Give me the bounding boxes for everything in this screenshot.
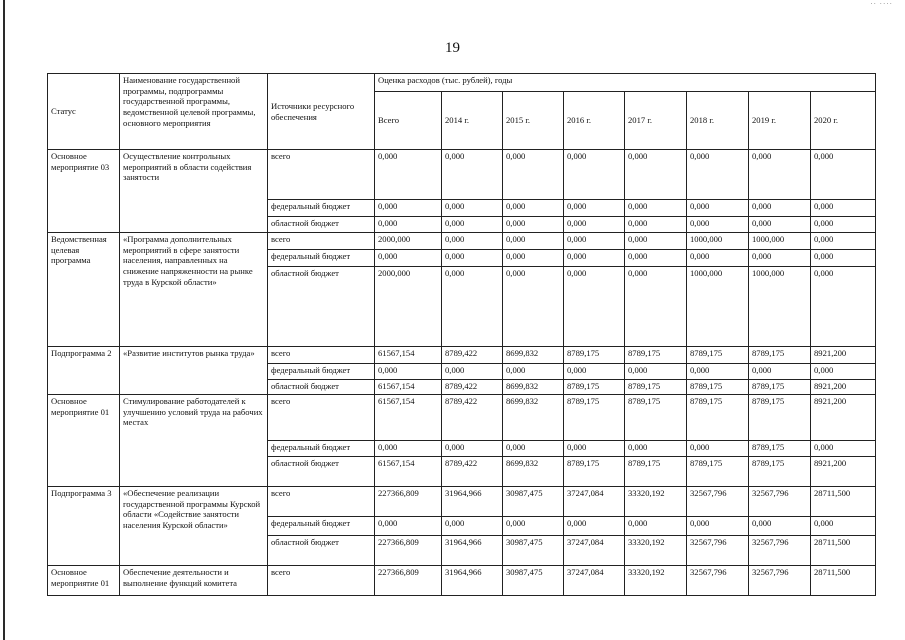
value-cell: 8789,175 xyxy=(749,347,811,364)
value-cell: 0,000 xyxy=(687,217,749,233)
page-number: 19 xyxy=(445,40,460,56)
value-cell: 8789,175 xyxy=(749,457,811,487)
value-cell: 8789,175 xyxy=(687,457,749,487)
value-cell: 0,000 xyxy=(625,267,687,347)
value-cell: 0,000 xyxy=(503,233,564,250)
header-year: 2019 г. xyxy=(749,92,811,150)
name-cell: Стимулирование работодателей к улучшению условий труда на рабочих местах xyxy=(120,395,268,487)
value-cell: 0,000 xyxy=(564,200,625,217)
status-cell: Подпрограмма 2 xyxy=(48,347,120,395)
table-header xyxy=(48,74,876,150)
value-cell: 0,000 xyxy=(503,217,564,233)
value-cell: 0,000 xyxy=(811,150,876,200)
value-cell: 61567,154 xyxy=(375,347,442,364)
value-cell: 0,000 xyxy=(811,200,876,217)
value-cell: 37247,084 xyxy=(564,487,625,517)
value-cell: 227366,809 xyxy=(375,536,442,566)
value-cell: 0,000 xyxy=(625,364,687,380)
value-cell: 8789,175 xyxy=(564,457,625,487)
value-cell: 8789,175 xyxy=(749,380,811,395)
value-cell: 8789,175 xyxy=(687,380,749,395)
value-cell: 0,000 xyxy=(564,441,625,457)
value-cell: 28711,500 xyxy=(811,566,876,596)
value-cell: 0,000 xyxy=(375,217,442,233)
value-cell: 0,000 xyxy=(625,250,687,267)
value-cell: 8789,175 xyxy=(749,395,811,441)
value-cell: 0,000 xyxy=(625,200,687,217)
table-row xyxy=(48,487,876,517)
value-cell: 2000,000 xyxy=(375,233,442,250)
value-cell: 0,000 xyxy=(749,517,811,536)
value-cell: 8789,422 xyxy=(442,457,503,487)
value-cell: 0,000 xyxy=(564,217,625,233)
name-cell: «Обеспечение реализации государственной программы Курской области «Содействие занятости населения Курской области» xyxy=(120,487,268,566)
source-cell: областной бюджет xyxy=(268,536,375,566)
value-cell: 32567,796 xyxy=(687,487,749,517)
value-cell: 8699,832 xyxy=(503,395,564,441)
value-cell: 61567,154 xyxy=(375,380,442,395)
value-cell: 0,000 xyxy=(503,250,564,267)
value-cell: 32567,796 xyxy=(687,536,749,566)
value-cell: 0,000 xyxy=(503,441,564,457)
value-cell: 0,000 xyxy=(564,364,625,380)
value-cell: 0,000 xyxy=(442,517,503,536)
value-cell: 0,000 xyxy=(375,150,442,200)
value-cell: 0,000 xyxy=(625,517,687,536)
value-cell: 0,000 xyxy=(503,364,564,380)
value-cell: 0,000 xyxy=(442,267,503,347)
status-cell: Ведомственная целевая программа xyxy=(48,233,120,347)
value-cell: 0,000 xyxy=(442,200,503,217)
value-cell: 30987,475 xyxy=(503,487,564,517)
status-cell: Основное мероприятие 01 xyxy=(48,566,120,596)
value-cell: 0,000 xyxy=(687,150,749,200)
value-cell: 0,000 xyxy=(749,250,811,267)
header-status: Статус xyxy=(48,74,120,150)
value-cell: 8789,422 xyxy=(442,380,503,395)
value-cell: 0,000 xyxy=(442,233,503,250)
header-year: 2017 г. xyxy=(625,92,687,150)
value-cell: 28711,500 xyxy=(811,487,876,517)
value-cell: 30987,475 xyxy=(503,536,564,566)
value-cell: 61567,154 xyxy=(375,457,442,487)
value-cell: 0,000 xyxy=(811,267,876,347)
value-cell: 0,000 xyxy=(687,517,749,536)
table-body xyxy=(48,150,876,596)
table-row xyxy=(48,566,876,596)
value-cell: 8921,200 xyxy=(811,347,876,364)
name-cell: «Программа дополнительных мероприятий в сфере занятости населения, направленных на снижение напряженности на рынке труда в Курской области» xyxy=(120,233,268,347)
source-cell: федеральный бюджет xyxy=(268,517,375,536)
source-cell: всего xyxy=(268,150,375,200)
value-cell: 31964,966 xyxy=(442,536,503,566)
value-cell: 8699,832 xyxy=(503,347,564,364)
header-source: Источники ресурсного обеспечения xyxy=(268,74,375,150)
value-cell: 8789,175 xyxy=(564,347,625,364)
value-cell: 0,000 xyxy=(564,233,625,250)
source-cell: областной бюджет xyxy=(268,217,375,233)
header-year: 2020 г. xyxy=(811,92,876,150)
value-cell: 0,000 xyxy=(442,441,503,457)
value-cell: 0,000 xyxy=(503,150,564,200)
value-cell: 0,000 xyxy=(564,250,625,267)
value-cell: 33320,192 xyxy=(625,487,687,517)
table-row xyxy=(48,347,876,364)
value-cell: 0,000 xyxy=(564,267,625,347)
value-cell: 8921,200 xyxy=(811,395,876,441)
value-cell: 37247,084 xyxy=(564,566,625,596)
value-cell: 8921,200 xyxy=(811,457,876,487)
value-cell: 0,000 xyxy=(811,364,876,380)
value-cell: 0,000 xyxy=(375,200,442,217)
value-cell: 227366,809 xyxy=(375,487,442,517)
source-cell: всего xyxy=(268,566,375,596)
source-cell: федеральный бюджет xyxy=(268,441,375,457)
source-cell: федеральный бюджет xyxy=(268,200,375,217)
value-cell: 33320,192 xyxy=(625,566,687,596)
value-cell: 0,000 xyxy=(687,364,749,380)
status-cell: Основное мероприятие 01 xyxy=(48,395,120,487)
value-cell: 1000,000 xyxy=(749,267,811,347)
table-row xyxy=(48,395,876,441)
value-cell: 0,000 xyxy=(442,364,503,380)
name-cell: Осуществление контрольных мероприятий в области содействия занятости xyxy=(120,150,268,233)
value-cell: 8921,200 xyxy=(811,380,876,395)
value-cell: 8789,175 xyxy=(625,380,687,395)
value-cell: 0,000 xyxy=(811,217,876,233)
value-cell: 0,000 xyxy=(625,441,687,457)
value-cell: 8789,175 xyxy=(564,395,625,441)
value-cell: 0,000 xyxy=(442,150,503,200)
budget-table xyxy=(47,73,876,596)
value-cell: 0,000 xyxy=(625,217,687,233)
value-cell: 0,000 xyxy=(375,250,442,267)
value-cell: 31964,966 xyxy=(442,487,503,517)
value-cell: 8789,175 xyxy=(687,347,749,364)
value-cell: 28711,500 xyxy=(811,536,876,566)
value-cell: 0,000 xyxy=(503,517,564,536)
value-cell: 8789,175 xyxy=(687,395,749,441)
value-cell: 0,000 xyxy=(811,233,876,250)
value-cell: 8699,832 xyxy=(503,380,564,395)
value-cell: 32567,796 xyxy=(749,566,811,596)
value-cell: 0,000 xyxy=(625,150,687,200)
value-cell: 31964,966 xyxy=(442,566,503,596)
value-cell: 1000,000 xyxy=(687,233,749,250)
value-cell: 0,000 xyxy=(503,200,564,217)
source-cell: областной бюджет xyxy=(268,457,375,487)
header-year: 2016 г. xyxy=(564,92,625,150)
value-cell: 8789,422 xyxy=(442,395,503,441)
header-year: Всего xyxy=(375,92,442,150)
source-cell: областной бюджет xyxy=(268,267,375,347)
name-cell: Обеспечение деятельности и выполнение функций комитета xyxy=(120,566,268,596)
value-cell: 0,000 xyxy=(811,250,876,267)
value-cell: 0,000 xyxy=(375,517,442,536)
name-cell: «Развитие институтов рынка труда» xyxy=(120,347,268,395)
value-cell: 0,000 xyxy=(375,364,442,380)
value-cell: 0,000 xyxy=(811,441,876,457)
value-cell: 0,000 xyxy=(749,364,811,380)
status-cell: Основное мероприятие 03 xyxy=(48,150,120,233)
header-name: Наименование государственной программы, подпрограммы государственной программы, ведомственной целевой программы, основного мероприятия xyxy=(120,74,268,150)
source-cell: всего xyxy=(268,347,375,364)
source-cell: федеральный бюджет xyxy=(268,250,375,267)
value-cell: 61567,154 xyxy=(375,395,442,441)
value-cell: 1000,000 xyxy=(687,267,749,347)
value-cell: 0,000 xyxy=(687,441,749,457)
value-cell: 0,000 xyxy=(687,250,749,267)
value-cell: 8789,175 xyxy=(625,457,687,487)
value-cell: 0,000 xyxy=(442,217,503,233)
value-cell: 227366,809 xyxy=(375,566,442,596)
value-cell: 30987,475 xyxy=(503,566,564,596)
value-cell: 8789,175 xyxy=(625,347,687,364)
corner-mark: ·· ···· xyxy=(870,0,893,8)
value-cell: 8789,175 xyxy=(625,395,687,441)
header-year: 2018 г. xyxy=(687,92,749,150)
value-cell: 0,000 xyxy=(749,150,811,200)
source-cell: федеральный бюджет xyxy=(268,364,375,380)
value-cell: 37247,084 xyxy=(564,536,625,566)
value-cell: 0,000 xyxy=(749,217,811,233)
header-year: 2014 г. xyxy=(442,92,503,150)
value-cell: 0,000 xyxy=(442,250,503,267)
value-cell: 32567,796 xyxy=(687,566,749,596)
page-left-edge xyxy=(3,0,5,640)
value-cell: 33320,192 xyxy=(625,536,687,566)
value-cell: 0,000 xyxy=(564,150,625,200)
status-cell: Подпрограмма 3 xyxy=(48,487,120,566)
value-cell: 0,000 xyxy=(811,517,876,536)
value-cell: 0,000 xyxy=(503,267,564,347)
value-cell: 0,000 xyxy=(625,233,687,250)
value-cell: 8789,175 xyxy=(749,441,811,457)
table-row xyxy=(48,150,876,200)
value-cell: 8789,175 xyxy=(564,380,625,395)
table-row xyxy=(48,233,876,250)
value-cell: 32567,796 xyxy=(749,536,811,566)
source-cell: всего xyxy=(268,395,375,441)
value-cell: 0,000 xyxy=(564,517,625,536)
value-cell: 0,000 xyxy=(749,200,811,217)
value-cell: 8699,832 xyxy=(503,457,564,487)
source-cell: всего xyxy=(268,487,375,517)
value-cell: 2000,000 xyxy=(375,267,442,347)
value-cell: 8789,422 xyxy=(442,347,503,364)
value-cell: 1000,000 xyxy=(749,233,811,250)
value-cell: 32567,796 xyxy=(749,487,811,517)
source-cell: всего xyxy=(268,233,375,250)
source-cell: областной бюджет xyxy=(268,380,375,395)
header-year: 2015 г. xyxy=(503,92,564,150)
header-estimate: Оценка расходов (тыс. рублей), годы xyxy=(375,74,876,92)
value-cell: 0,000 xyxy=(687,200,749,217)
value-cell: 0,000 xyxy=(375,441,442,457)
